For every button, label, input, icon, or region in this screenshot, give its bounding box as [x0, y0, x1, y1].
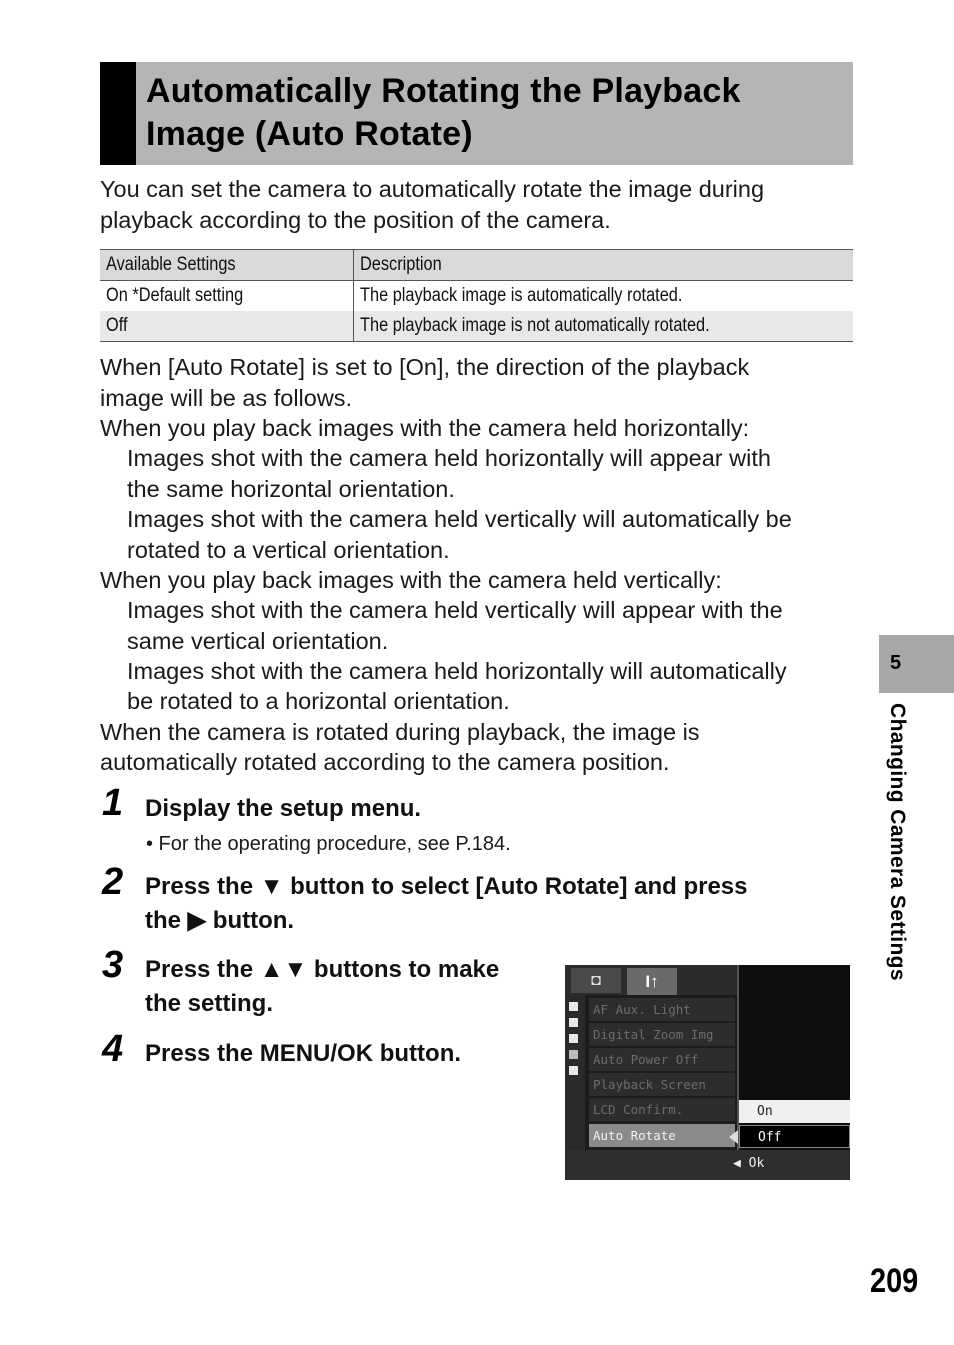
camera-icon: ◘: [571, 968, 621, 993]
camera-menu-item: Playback Screen: [589, 1073, 735, 1096]
body-line: When you play back images with the camera held vertically:: [100, 567, 722, 593]
chapter-number: 5: [890, 652, 902, 674]
camera-screen: [565, 965, 850, 1180]
step-text: the setting.: [145, 990, 274, 1017]
chapter-label: Changing Camera Settings: [886, 703, 909, 981]
page-indicator-dot: [569, 1034, 578, 1043]
table-cell-description: The playback image is not automatically rotated.: [354, 311, 854, 342]
step-text: the ▶ button.: [145, 907, 295, 934]
step-number: 3: [102, 944, 124, 986]
page-indicator-dot: [569, 1050, 578, 1059]
body-line: Images shot with the camera held horizontally will appear with: [127, 445, 771, 471]
table-row: [100, 311, 853, 342]
table-cell-description: The playback image is automatically rotated.: [360, 285, 683, 306]
body-line: When the camera is rotated during playback, the image is: [100, 719, 700, 745]
camera-menu-item: AF Aux. Light: [589, 998, 735, 1021]
step-number: 4: [102, 1028, 124, 1070]
page-number: 209: [870, 1262, 919, 1300]
page-indicator-dot: [569, 1066, 578, 1075]
page-title: [146, 70, 846, 156]
body-line: Images shot with the camera held horizontally will automatically: [127, 658, 787, 684]
step-text: Display the setup menu.: [145, 795, 422, 822]
intro-line2: playback according to the position of the camera.: [100, 207, 611, 233]
camera-page-indicator: [565, 995, 585, 1150]
step-bullet: • For the operating procedure, see P.184.: [146, 833, 511, 855]
table-header-settings: Available Settings: [100, 250, 354, 281]
left-arrow-icon: [729, 1130, 738, 1144]
camera-menu-item: Auto Power Off: [589, 1048, 735, 1071]
camera-ok-hint: ◀ Ok: [733, 1156, 765, 1171]
body-line: Images shot with the camera held vertically will automatically be: [127, 506, 792, 532]
table-row: [100, 281, 853, 312]
camera-option-off: Off: [739, 1125, 850, 1148]
camera-footer: [565, 1150, 850, 1180]
table-cell-setting: On *Default setting: [100, 281, 354, 312]
body-line: be rotated to a horizontal orientation.: [127, 688, 510, 714]
camera-options-panel: [737, 965, 850, 1150]
step-text: Press the ▼ button to select [Auto Rotate] and press: [145, 873, 748, 900]
step-text: Press the ▲▼ buttons to make: [145, 956, 500, 983]
camera-option-on: On: [739, 1100, 850, 1123]
body-line: When [Auto Rotate] is set to [On], the direction of the playback: [100, 354, 750, 380]
page-indicator-dot: [569, 1002, 578, 1011]
body-line: same vertical orientation.: [127, 628, 389, 654]
intro-line1: You can set the camera to automatically rotate the image during: [100, 176, 765, 202]
page-title-line2: Image (Auto Rotate): [146, 115, 473, 153]
body-line: rotated to a vertical orientation.: [127, 537, 450, 563]
table-header-row: [100, 250, 853, 281]
page-indicator-dot: [569, 1018, 578, 1027]
camera-menu-item: Digital Zoom Img: [589, 1023, 735, 1046]
step-text: Press the MENU/OK button.: [145, 1040, 462, 1067]
step-number: 1: [102, 782, 124, 824]
table-header-description: Description: [354, 250, 854, 281]
settings-table: [100, 249, 853, 342]
body-line: automatically rotated according to the camera position.: [100, 749, 670, 775]
body-line: the same horizontal orientation.: [127, 476, 455, 502]
body-line: When you play back images with the camera held horizontally:: [100, 415, 750, 441]
camera-menu-item-selected: Auto Rotate: [589, 1124, 735, 1147]
body-line: Images shot with the camera held vertically will appear with the: [127, 597, 783, 623]
camera-menu-item: LCD Confirm.: [589, 1098, 735, 1121]
table-cell-setting: Off: [100, 311, 354, 342]
title-marker: [100, 62, 136, 165]
setup-icon: I↑: [627, 968, 677, 995]
body-line: image will be as follows.: [100, 385, 353, 411]
step-number: 2: [102, 861, 124, 903]
page-title-line1: Automatically Rotating the Playback: [146, 72, 741, 110]
